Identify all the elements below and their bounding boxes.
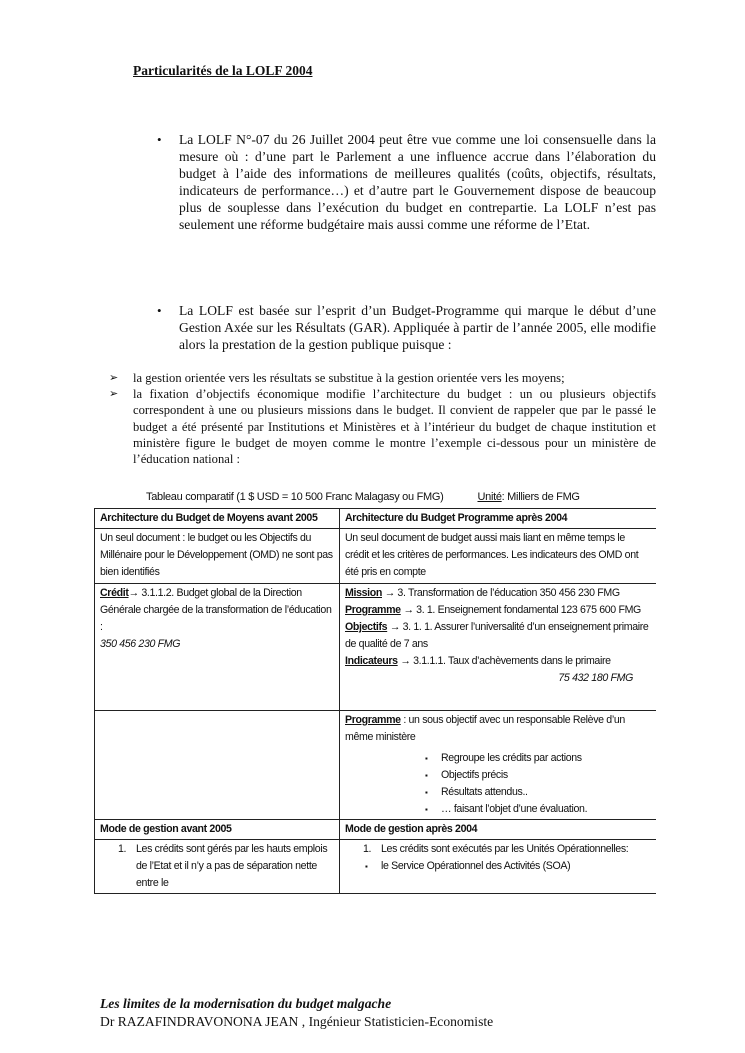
programme-detail-cell [340,711,657,820]
footer-title: Les limites de la modernisation du budget malgache [100,996,392,1011]
list-item: ▪ Résultats attendus.. [441,784,651,801]
list-item: ▪ Regroupe les crédits par actions [441,750,651,767]
list-item: ▪ … faisant l’objet d’une évaluation. [441,801,651,818]
arrow-list [109,370,656,467]
objectifs-line [345,619,651,653]
mode-right-cell [340,840,657,894]
bullet-dot-icon: • [157,303,162,318]
footer-author: Dr RAZAFINDRAVONONA JEAN , Ingénieur Statisticien-Economiste [100,1014,494,1029]
doc-left-cell: Un seul document : le budget ou les Objectifs du Millénaire pour le Développement (OMD) ne sont pas bien identifiés [95,529,340,584]
objectifs-label: Objectifs [345,621,388,633]
arrow-bullet-icon: ➢ [109,372,119,384]
doc-right-cell: Un seul document de budget aussi mais liant en même temps le crédit et les critères de performances. Les indicateurs des OMD ont été pris en compte [340,529,657,584]
credit-text: → 3.1.1.2. Budget global de la Direction Générale chargée de la transformation de l’éducation : [100,587,332,633]
comparison-table-figure [94,489,656,894]
bullet-paragraph [157,302,656,353]
bullet-text: La LOLF N°-07 du 26 Juillet 2004 peut être vue comme une loi consensuelle dans la mesure où : d’une part le Parlement a une influence accrue dans l’élaboration du budget à l’aide des informations de meilleures qualités (coûts, objectifs, résultats, indicateurs de performance…) et d’autre part le Gouvernement dispose de beaucoup plus de souplesse dans l’exécution du budget en contrepartie. La LOLF n’est pas seulement une réforme budgétaire mais aussi comme une réforme de l’Etat. [179,132,656,233]
unit-label: Unité [477,491,502,503]
table-row [95,529,657,584]
credit-label: Crédit [100,587,129,599]
indicateurs-amount: 75 432 180 FMG [558,672,633,684]
item-text: Les crédits sont gérés par les hauts emplois de l’Etat et il n’y a pas de séparation nette entre le [136,843,328,889]
programme2-label: Programme [345,714,401,726]
table-row [95,711,657,820]
mission-cell [340,584,657,711]
mode-left-cell [95,840,340,894]
indicateurs-text: → 3.1.1.1. Taux d’achèvements dans le primaire [397,655,611,667]
mode-left-header: Mode de gestion avant 2005 [95,820,340,840]
programme-label: Programme [345,604,401,616]
mission-line [345,585,651,602]
header-left: Architecture du Budget de Moyens avant 2005 [95,509,340,529]
caption-text: Tableau comparatif (1 $ USD = 10 500 Franc Malagasy ou FMG) [146,491,444,503]
item-number: 1. [363,843,372,855]
table-row [95,509,657,529]
credit-amount: 350 456 230 FMG [100,638,181,650]
programme-line [345,602,651,619]
list-item: ▪ le Service Opérationnel des Activités (SOA) [345,858,651,875]
table-row [95,584,657,711]
list-item: ▪ Objectifs précis [441,767,651,784]
list-item-text: la fixation d’objectifs économique modifie l’architecture du budget : un ou plusieurs objectifs correspondent à une ou plusieurs missions dans le budget. Il convient de rappeler que par le passé le budget a été présenté par Institutions et Ministères et à l’intérieur du budget de chaque institution et ministère figure le budget de moyen comme le montre l’exemple ci-dessous pour un ministère de l’éducation national : [133,387,656,467]
mode-right-header: Mode de gestion après 2004 [340,820,657,840]
objectifs-text: → 3. 1. 1. Assurer l’universalité d’un enseignement primaire de qualité de 7 ans [345,621,649,650]
bullet-text: La LOLF est basée sur l’esprit d’un Budget-Programme qui marque le début d’une Gestion Axée sur les Résultats (GAR). Appliquée à partir de l’année 2005, elle modifie alors la prestation de la gestion publique puisque : [179,303,656,353]
numbered-item [100,841,334,892]
programme-definition [345,712,651,746]
bullet-paragraph [157,131,656,234]
arrow-bullet-icon: ➢ [109,388,119,401]
programme2-text: : un sous objectif avec un responsable Relève d’un même ministère [345,714,625,743]
numbered-item [345,841,651,858]
credit-cell [95,584,340,711]
programme-text: → 3. 1. Enseignement fondamental 123 675 600 FMG [400,604,641,616]
empty-cell [95,711,340,820]
unit-value: : Milliers de FMG [501,491,580,503]
table-row [95,820,657,840]
section-title: Particularités de la LOLF 2004 [133,63,313,78]
table-row [95,840,657,894]
indicateurs-label: Indicateurs [345,655,398,667]
item-text: Les crédits sont exécutés par les Unités Opérationnelles: [381,843,629,855]
bullet-dot-icon: • [157,132,162,147]
mission-text: → 3. Transformation de l’éducation 350 456 230 FMG [382,587,620,599]
table-caption [146,491,580,503]
comparison-table [94,508,656,894]
indicateurs-line [345,653,651,670]
list-item-text: la gestion orientée vers les résultats se substitue à la gestion orientée vers les moyens; [133,371,565,385]
list-item [109,370,656,386]
list-item [109,386,656,467]
header-right: Architecture du Budget Programme après 2004 [340,509,657,529]
item-number: 1. [118,843,127,855]
unit-note [477,491,579,503]
mission-label: Mission [345,587,382,599]
